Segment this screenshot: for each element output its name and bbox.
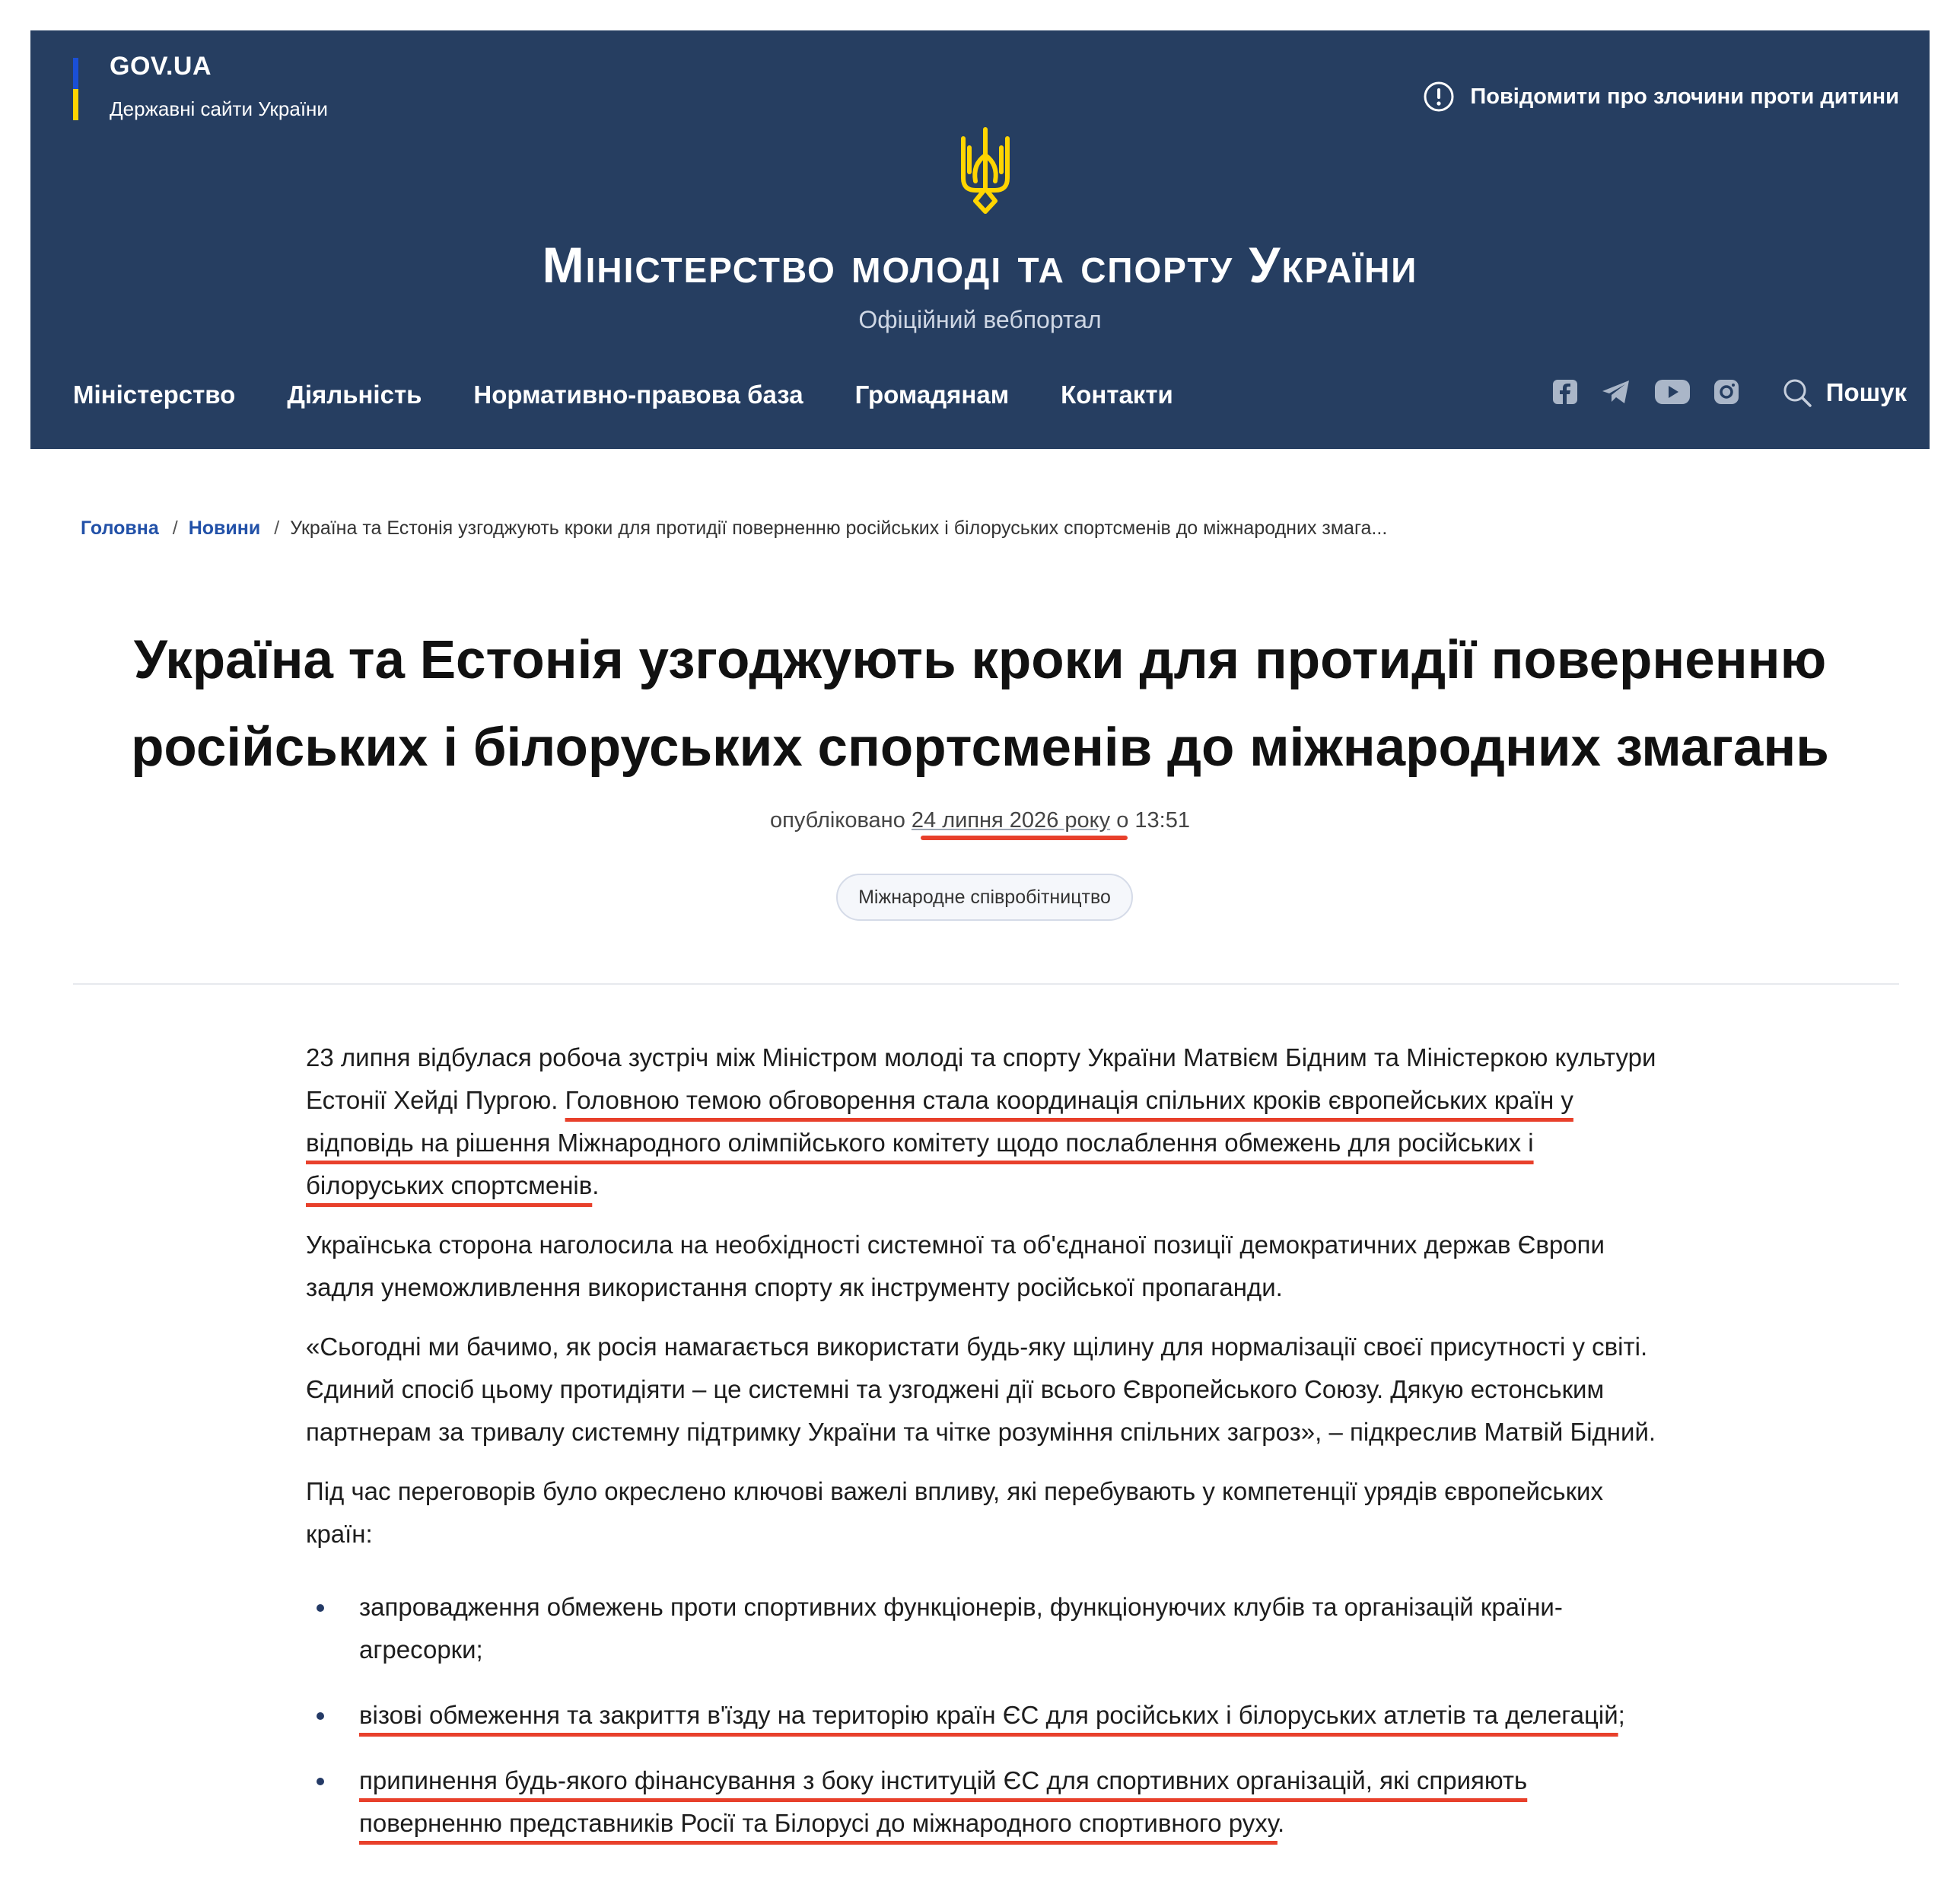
nav-item-activity[interactable]: Діяльність	[287, 381, 422, 409]
list-item-end: ;	[1618, 1701, 1625, 1729]
published-time: о 13:51	[1116, 808, 1190, 833]
search-button[interactable]	[1782, 377, 1907, 408]
paragraph-1	[306, 1036, 1675, 1207]
list-item-end: .	[1277, 1809, 1285, 1837]
paragraph-3-quote: «Сьогодні ми бачимо, як росія намагається використати будь-яку щілину для нормалізації своєї присутності у світі. Єдиний спосіб цьому протидіяти – це системні та узгоджені дії всього Європейського Союзу. Дякую естонським партнерам за тривалу системну підтримку України та чітке розуміння спільних загроз», – підкреслив Матвій Бідний.	[306, 1333, 1656, 1446]
search-label: Пошук	[1825, 378, 1907, 406]
article-body	[306, 1036, 1675, 1867]
list-item-text: запровадження обмежень проти спортивних функціонерів, функціонуючих клубів та організацій країни-агресорки;	[359, 1593, 1563, 1664]
list-item-highlight: візові обмеження та закриття в'їзду на територію країн ЄС для російських і білоруських атлетів та делегацій	[359, 1701, 1618, 1729]
paragraph-1-highlight: Головною темою обговорення стала координація спільних кроків європейських країн у відповідь на рішення Міжнародного олімпійського комітету щодо послаблення обмежень для російських і білоруських спортсменів	[306, 1086, 1573, 1199]
date-highlight-underline	[921, 836, 1128, 840]
list-item	[306, 1759, 1675, 1845]
trident-emblem-icon	[957, 125, 1013, 216]
facebook-icon[interactable]	[1552, 379, 1578, 405]
portal-subtitle: Офіційний вебпортал	[858, 306, 1102, 333]
breadcrumb-news-link[interactable]: Новини	[188, 517, 261, 539]
ministry-name[interactable]: Міністерство молоді та спорту України	[542, 237, 1418, 293]
article-title: Україна та Естонія узгоджують кроки для протидії поверненню російських і білоруських спортсменів до міжнародних змагань	[131, 630, 1829, 778]
nav-item-ministry[interactable]: Міністерство	[73, 381, 236, 409]
alert-circle-icon	[1423, 81, 1455, 113]
measures-list	[306, 1586, 1675, 1845]
nav-item-legal-base[interactable]: Нормативно-правова база	[473, 381, 803, 409]
breadcrumb-separator: /	[274, 517, 280, 539]
list-item	[306, 1694, 1675, 1737]
report-crimes-label: Повідомити про злочини проти дитини	[1470, 84, 1899, 109]
published-prefix: опубліковано	[770, 808, 905, 833]
list-item	[306, 1586, 1675, 1671]
nav-item-citizens[interactable]: Громадянам	[854, 381, 1010, 409]
paragraph-1-end: .	[592, 1171, 600, 1199]
publication-info	[0, 808, 1960, 833]
main-nav	[73, 381, 1225, 409]
social-links	[1552, 379, 1762, 405]
category-tag[interactable]: Міжнародне співробітництво	[836, 874, 1133, 921]
breadcrumb-current: Україна та Естонія узгоджують кроки для протидії поверненню російських і білоруських спортсменів до міжнародних змага...	[290, 517, 1388, 539]
divider	[73, 983, 1899, 985]
list-item-highlight: припинення будь-якого фінансування з боку інституцій ЄС для спортивних організацій, які сприяють поверненню представників Росії та Білорусі до міжнародного спортивного руху	[359, 1766, 1528, 1837]
breadcrumb	[81, 517, 1387, 540]
telegram-icon[interactable]	[1601, 379, 1631, 405]
govua-logo-link[interactable]: GOV.UA	[110, 52, 212, 81]
govua-flag-icon	[73, 58, 78, 120]
paragraph-1-intro: 23 липня відбулася робоча зустріч між Міністром молоді та спорту України Матвієм Бідним та Міністеркою культури Естонії Хейді Пургою.	[306, 1043, 1656, 1114]
site-header	[30, 30, 1930, 449]
paragraph-2: Українська сторона наголосила на необхідності системної та об'єднаної позиції демократичних держав Європи задля унеможливлення використання спорту як інструменту російської пропаганди.	[306, 1231, 1605, 1301]
breadcrumb-separator: /	[172, 517, 178, 539]
nav-item-contacts[interactable]: Контакти	[1061, 381, 1173, 409]
report-crimes-link[interactable]	[1423, 81, 1899, 113]
breadcrumb-home-link[interactable]: Головна	[81, 517, 159, 539]
paragraph-4: Під час переговорів було окреслено ключові важелі впливу, які перебувають у компетенції урядів європейських країн:	[306, 1477, 1603, 1548]
published-date: 24 липня 2026 року	[911, 808, 1111, 833]
instagram-icon[interactable]	[1713, 379, 1739, 405]
youtube-icon[interactable]	[1654, 379, 1691, 405]
govua-subtitle: Державні сайти України	[110, 97, 328, 120]
search-icon	[1782, 377, 1812, 408]
